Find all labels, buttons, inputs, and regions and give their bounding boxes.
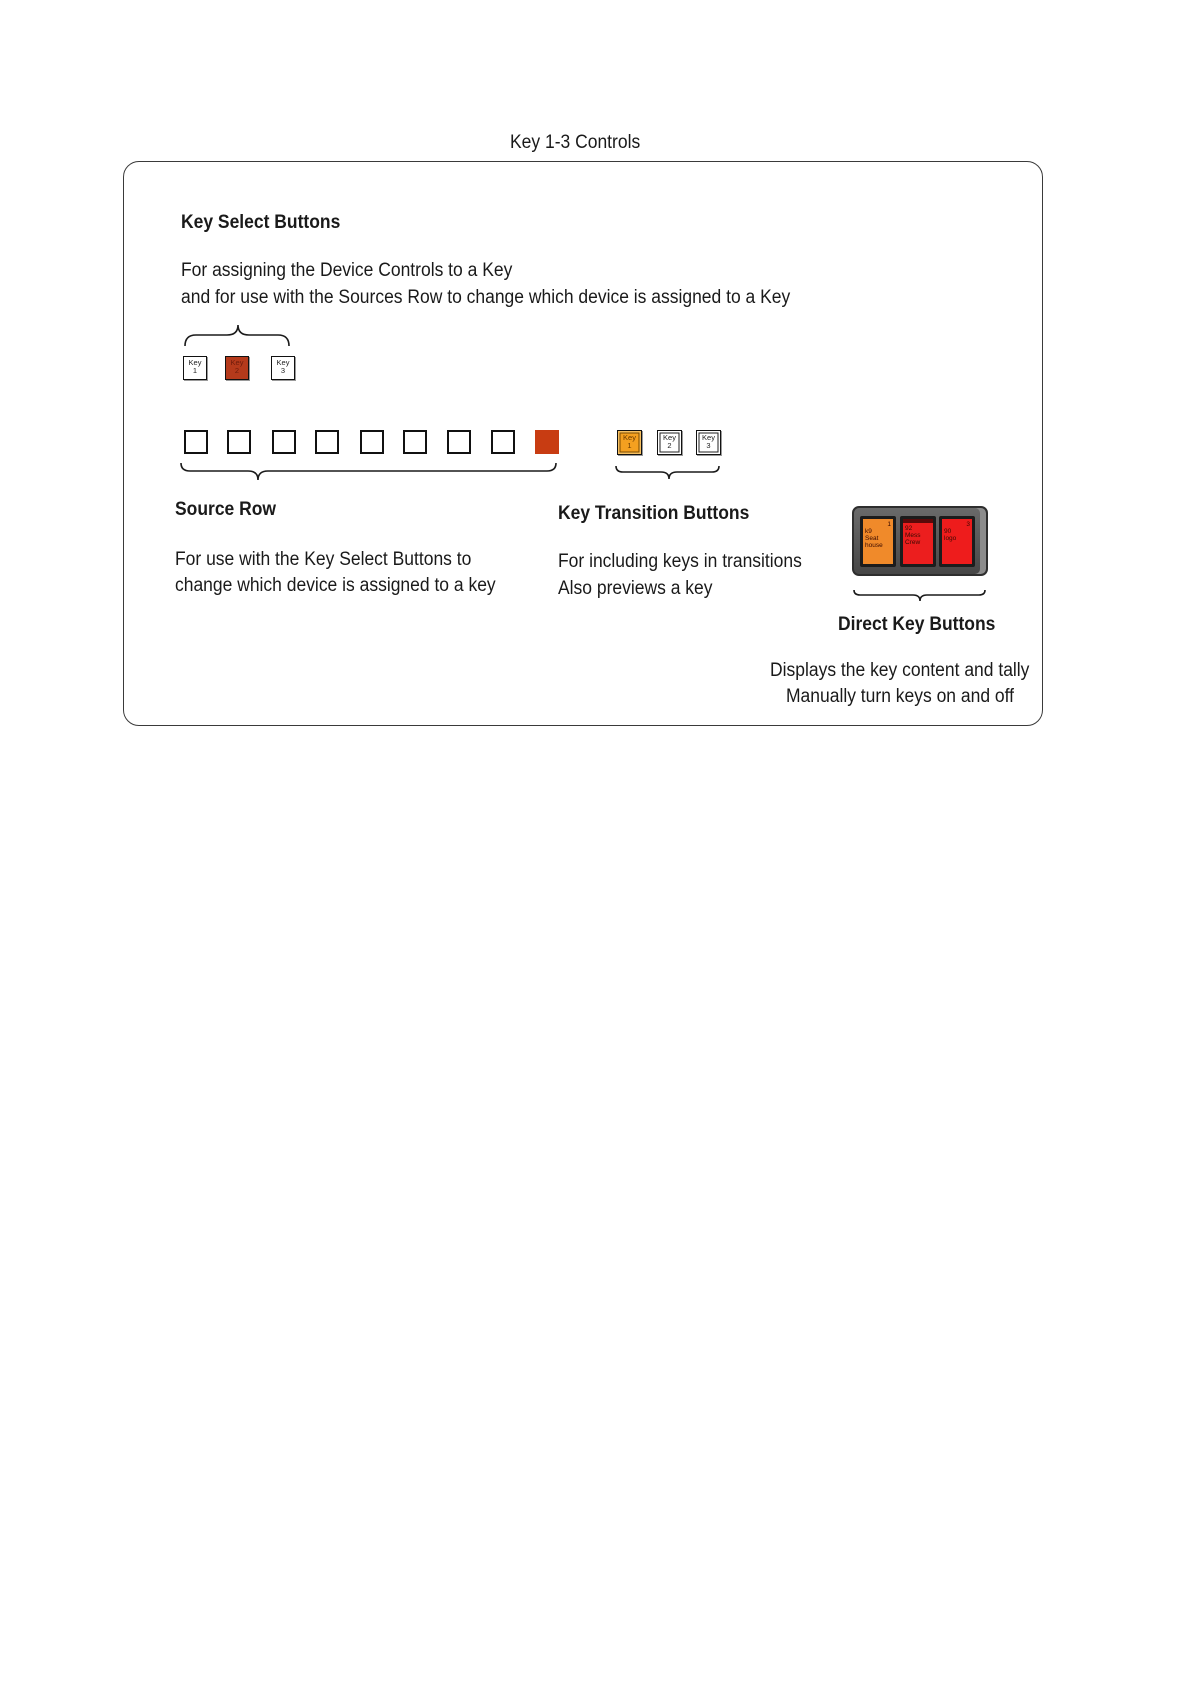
key-select-description-line-1: For assigning the Device Controls to a Key bbox=[181, 260, 513, 281]
direct-key-line: 90 bbox=[944, 528, 952, 535]
source-button-3 bbox=[272, 430, 296, 454]
key-transition-button-label: Key bbox=[663, 433, 676, 442]
source-row-description-line-1: For use with the Key Select Buttons to bbox=[175, 549, 472, 570]
source-button-4 bbox=[315, 430, 339, 454]
source-row-brace bbox=[180, 462, 558, 482]
direct-key-line: k9 bbox=[865, 528, 872, 535]
key-select-brace bbox=[184, 324, 290, 347]
key-transition-description-line-2: Also previews a key bbox=[558, 578, 713, 599]
key-transition-button-number: 3 bbox=[706, 440, 711, 450]
source-button-6 bbox=[403, 430, 427, 454]
direct-key-line: Crew bbox=[905, 539, 921, 546]
direct-key-description-line-2: Manually turn keys on and off bbox=[786, 686, 1015, 707]
key-transition-button-number: 1 bbox=[627, 440, 632, 450]
direct-key-line: logo bbox=[944, 535, 957, 542]
key-select-description-line-2: and for use with the Sources Row to change which device is assigned to a Key bbox=[181, 287, 791, 308]
key-select-button-number: 1 bbox=[192, 365, 198, 375]
direct-key-button-face bbox=[863, 519, 893, 564]
source-row-description-line-2: change which device is assigned to a key bbox=[175, 575, 496, 596]
direct-key-line: 3 bbox=[966, 521, 970, 528]
direct-key-line: 92 bbox=[905, 525, 913, 532]
key-select-button-number: 3 bbox=[280, 365, 286, 375]
key-select-button-label: Key bbox=[276, 358, 290, 367]
direct-key-description-line-1: Displays the key content and tally bbox=[770, 660, 1030, 681]
direct-key-line: Seat bbox=[865, 535, 879, 542]
direct-key-button-3 bbox=[939, 516, 975, 567]
key-transition-button-label: Key bbox=[702, 433, 715, 442]
source-button-9 bbox=[535, 430, 559, 454]
source-button-7 bbox=[447, 430, 471, 454]
source-button-1 bbox=[184, 430, 208, 454]
direct-key-button-face bbox=[903, 519, 933, 564]
source-button-8 bbox=[491, 430, 515, 454]
direct-key-line: house bbox=[865, 542, 883, 549]
key-transition-button-3 bbox=[696, 430, 721, 455]
key-select-button-2 bbox=[225, 356, 249, 380]
figure-title: Key 1-3 Controls bbox=[510, 132, 641, 153]
key-select-button-label: Key bbox=[188, 358, 202, 367]
key-transition-brace bbox=[615, 465, 720, 480]
key-transition-description-line-1: For including keys in transitions bbox=[558, 551, 802, 572]
source-button-5 bbox=[360, 430, 384, 454]
key-select-button-1 bbox=[183, 356, 207, 380]
key-transition-button-2 bbox=[657, 430, 682, 455]
direct-key-line: 1 bbox=[887, 521, 891, 528]
direct-key-heading: Direct Key Buttons bbox=[838, 614, 996, 635]
source-row-heading: Source Row bbox=[175, 499, 277, 520]
direct-key-brace bbox=[853, 589, 986, 602]
key-select-button-number: 2 bbox=[234, 365, 240, 375]
key-select-button-label: Key bbox=[230, 358, 244, 367]
key-transition-button-label: Key bbox=[623, 433, 636, 442]
direct-key-line: Mess bbox=[905, 532, 921, 539]
key-select-button-3 bbox=[271, 356, 295, 380]
direct-key-panel bbox=[852, 506, 988, 576]
key-transition-heading: Key Transition Buttons bbox=[558, 503, 750, 524]
key-transition-button-number: 2 bbox=[667, 440, 672, 450]
direct-key-button-1 bbox=[860, 516, 896, 567]
controls-frame bbox=[123, 161, 1043, 726]
direct-key-button-2 bbox=[900, 516, 936, 567]
key-select-heading: Key Select Buttons bbox=[181, 212, 341, 233]
direct-key-button-face bbox=[942, 519, 972, 564]
source-button-2 bbox=[227, 430, 251, 454]
key-transition-button-1 bbox=[617, 430, 642, 455]
